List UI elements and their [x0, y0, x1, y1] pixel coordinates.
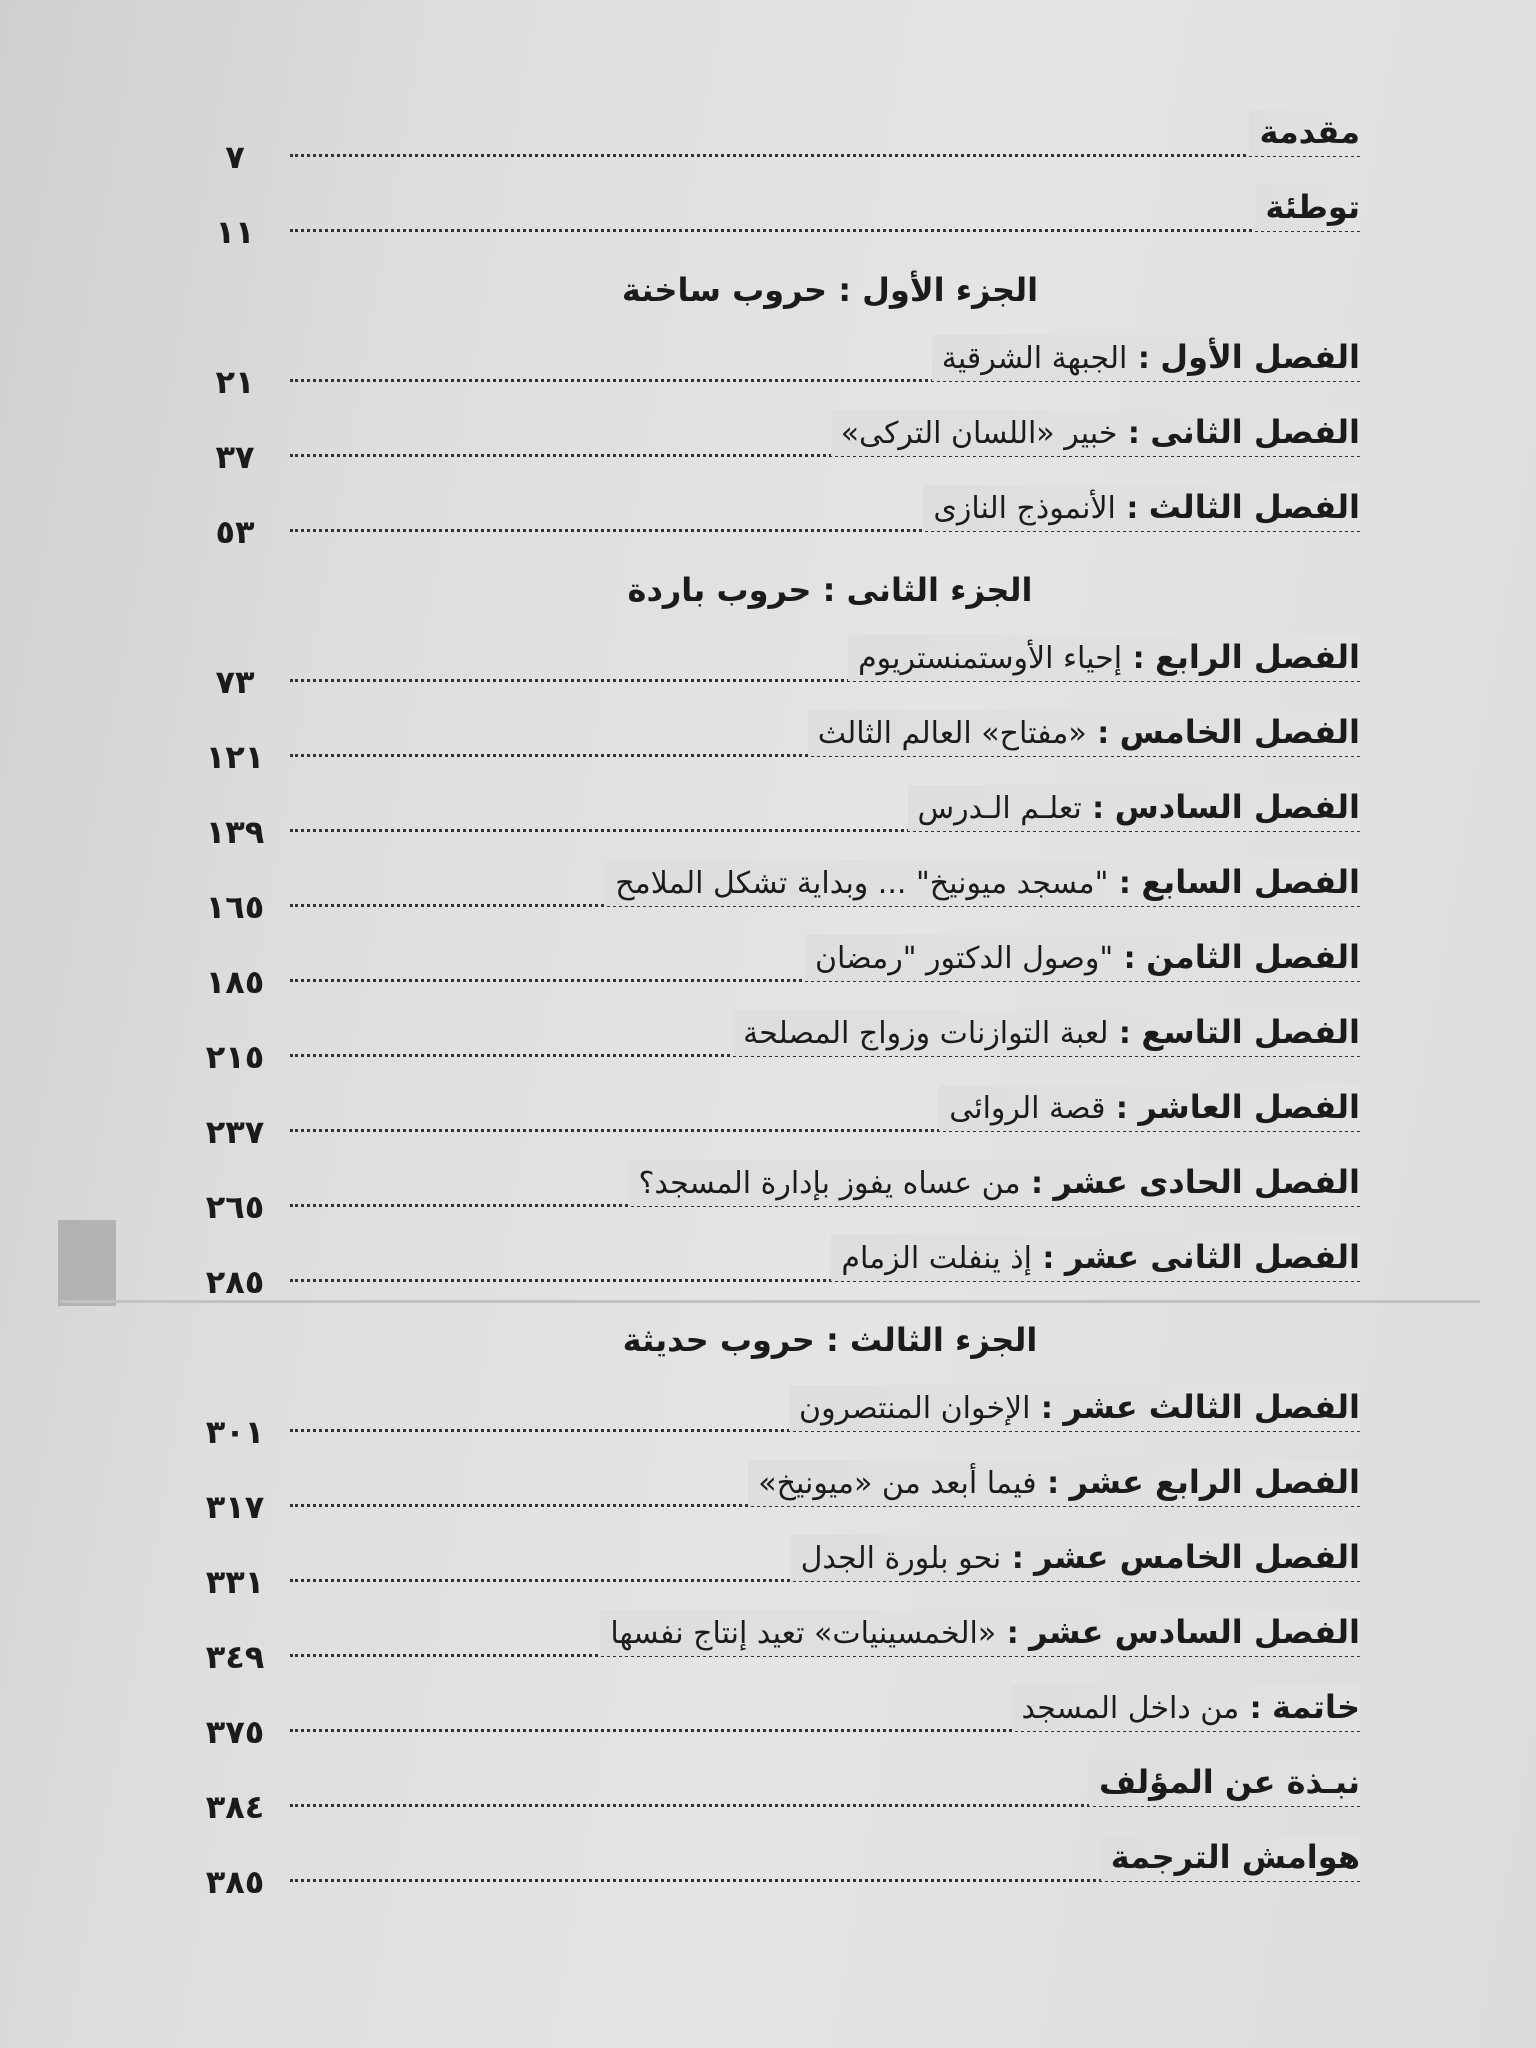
entry-separator: :	[1108, 1016, 1142, 1051]
part-title: حروب ساخنة	[621, 271, 828, 309]
entry-label: الفصل الخامس	[1119, 713, 1360, 751]
part-heading	[200, 1310, 1360, 1385]
part-title: حروب حديثة	[622, 1321, 815, 1359]
entry-title	[733, 1010, 1360, 1056]
toc-entry	[200, 185, 1360, 260]
page-number: ٣٣١	[205, 1563, 265, 1601]
page-number: ٢١	[215, 363, 255, 401]
page-number: ٣٧٥	[205, 1713, 265, 1751]
page-number: ٢٨٥	[205, 1263, 265, 1301]
toc-entry	[200, 110, 1360, 185]
entry-title	[748, 1460, 1360, 1506]
toc-entry	[200, 485, 1360, 560]
entry-title	[808, 710, 1360, 756]
entry-text: «مفتاح» العالم الثالث	[817, 716, 1087, 751]
page-number: ١٣٩	[205, 813, 265, 851]
entry-title	[932, 335, 1360, 381]
entry-title	[923, 485, 1360, 531]
page-number: ٣١٧	[205, 1488, 265, 1526]
toc-entry	[200, 1010, 1360, 1085]
entry-separator: :	[1113, 941, 1147, 976]
entry-title	[908, 785, 1360, 831]
page-number: ٢٦٥	[205, 1188, 265, 1226]
entry-title	[848, 635, 1360, 681]
entry-separator: :	[996, 1616, 1030, 1651]
toc-entry	[200, 335, 1360, 410]
entry-title	[600, 1610, 1360, 1656]
entry-separator: :	[1117, 416, 1151, 451]
entry-label: الفصل العاشر	[1138, 1088, 1360, 1126]
entry-separator: :	[1020, 1166, 1054, 1201]
toc-entry	[200, 1235, 1360, 1310]
entry-separator: :	[1030, 1391, 1064, 1426]
entry-separator: :	[1086, 716, 1120, 751]
toc-entry	[200, 1160, 1360, 1235]
entry-title	[805, 935, 1360, 981]
toc-entry	[200, 710, 1360, 785]
table-of-contents	[200, 110, 1360, 1910]
entry-text: خبير «اللسان التركى»	[840, 416, 1118, 451]
part-label: الجزء الثانى	[846, 571, 1033, 609]
toc-entry	[200, 1610, 1360, 1685]
part-separator: :	[814, 1321, 850, 1359]
entry-title	[831, 410, 1360, 456]
entry-text: إذ ينفلت الزمام	[841, 1241, 1032, 1276]
entry-label: الفصل الثانى	[1150, 413, 1360, 451]
page-number: ٢٣٧	[205, 1113, 265, 1151]
entry-separator: :	[1122, 641, 1156, 676]
entry-label: توطئة	[1265, 188, 1360, 226]
entry-text: لعبة التوازنات وزواج المصلحة	[743, 1016, 1109, 1051]
entry-label: خاتمة	[1272, 1688, 1360, 1726]
entry-title	[1255, 185, 1360, 231]
page-number: ٧٣	[215, 663, 255, 701]
entry-separator: :	[1105, 1091, 1139, 1126]
page-number: ٣٧	[215, 438, 255, 476]
toc-entry	[200, 1385, 1360, 1460]
entry-separator: :	[1115, 491, 1149, 526]
page-number: ١٨٥	[205, 963, 265, 1001]
toc-entry	[200, 1685, 1360, 1760]
entry-text: من عساه يفوز بإدارة المسجد؟	[638, 1166, 1021, 1201]
toc-entry	[200, 1535, 1360, 1610]
entry-separator: :	[1127, 341, 1161, 376]
entry-label: الفصل السادس	[1114, 788, 1360, 826]
entry-label: نبـذة عن المؤلف	[1099, 1763, 1360, 1801]
page-number: ٥٣	[215, 513, 255, 551]
toc-entry	[200, 785, 1360, 860]
page-number: ٣٠١	[205, 1413, 265, 1451]
page-number: ١٦٥	[205, 888, 265, 926]
page-number: ٣٨٥	[205, 1863, 265, 1901]
page-number: ٣٤٩	[205, 1638, 265, 1676]
part-separator: :	[827, 271, 863, 309]
entry-label: الفصل الخامس عشر	[1034, 1538, 1360, 1576]
entry-label: الفصل الرابع	[1155, 638, 1360, 676]
entry-title	[628, 1160, 1360, 1206]
entry-title	[789, 1385, 1360, 1431]
entry-label: الفصل الثامن	[1146, 938, 1360, 976]
part-label: الجزء الأول	[862, 271, 1039, 309]
toc-entry	[200, 1460, 1360, 1535]
entry-title	[831, 1235, 1360, 1281]
entry-separator: :	[1036, 1466, 1070, 1501]
toc-entry	[200, 935, 1360, 1010]
entry-label: الفصل الثالث	[1148, 488, 1360, 526]
entry-label: الفصل السابع	[1141, 863, 1360, 901]
part-label: الجزء الثالث	[849, 1321, 1038, 1359]
entry-separator: :	[1001, 1541, 1035, 1576]
page-number: ١٢١	[205, 738, 265, 776]
entry-title	[1249, 110, 1360, 156]
entry-title	[1012, 1685, 1360, 1731]
entry-text: قصة الروائى	[949, 1091, 1106, 1126]
entry-text: تعلـم الـدرس	[917, 791, 1082, 826]
entry-text: "مسجد ميونيخ" ... وبداية تشكل الملامح	[615, 866, 1109, 901]
dot-leader	[290, 217, 1360, 232]
entry-label: الفصل التاسع	[1141, 1013, 1360, 1051]
toc-entry	[200, 860, 1360, 935]
entry-text: الإخوان المنتصرون	[799, 1391, 1031, 1426]
toc-entry	[200, 1835, 1360, 1910]
entry-title	[1089, 1760, 1360, 1806]
entry-label: الفصل السادس عشر	[1029, 1613, 1360, 1651]
entry-text: الجبهة الشرقية	[941, 341, 1128, 376]
bleed-through-mark	[58, 1220, 116, 1306]
entry-label: الفصل الرابع عشر	[1069, 1463, 1360, 1501]
entry-separator: :	[1239, 1691, 1273, 1726]
entry-label: الفصل الحادى عشر	[1053, 1163, 1360, 1201]
page-number: ٣٨٤	[205, 1788, 265, 1826]
entry-text: "وصول الدكتور "رمضان	[814, 941, 1114, 976]
toc-entry	[200, 635, 1360, 710]
part-separator: :	[811, 571, 847, 609]
toc-entry	[200, 1085, 1360, 1160]
entry-label: مقدمة	[1259, 113, 1360, 151]
entry-title	[1101, 1835, 1360, 1881]
entry-text: إحياء الأوستمنستريوم	[858, 641, 1123, 676]
entry-title	[791, 1535, 1360, 1581]
toc-entry	[200, 410, 1360, 485]
part-heading	[200, 260, 1360, 335]
entry-label: الفصل الأول	[1160, 338, 1360, 376]
entry-text: «الخمسينيات» تعيد إنتاج نفسها	[610, 1616, 997, 1651]
entry-label: الفصل الثالث عشر	[1063, 1388, 1360, 1426]
entry-text: من داخل المسجد	[1021, 1691, 1240, 1726]
entry-separator: :	[1108, 866, 1142, 901]
entry-text: فيما أبعد من «ميونيخ»	[758, 1466, 1037, 1501]
entry-separator: :	[1031, 1241, 1065, 1276]
page-number: ١١	[215, 213, 255, 251]
entry-title	[605, 860, 1360, 906]
entry-title	[939, 1085, 1360, 1131]
dot-leader	[290, 142, 1360, 157]
entry-text: الأنموذج النازى	[933, 491, 1116, 526]
entry-label: هوامش الترجمة	[1110, 1838, 1360, 1876]
entry-text: نحو بلورة الجدل	[800, 1541, 1002, 1576]
entry-label: الفصل الثانى عشر	[1064, 1238, 1360, 1276]
toc-entry	[200, 1760, 1360, 1835]
part-title: حروب باردة	[627, 571, 812, 609]
page-number: ٧	[225, 138, 245, 176]
page-number: ٢١٥	[205, 1038, 265, 1076]
entry-separator: :	[1081, 791, 1115, 826]
part-heading	[200, 560, 1360, 635]
